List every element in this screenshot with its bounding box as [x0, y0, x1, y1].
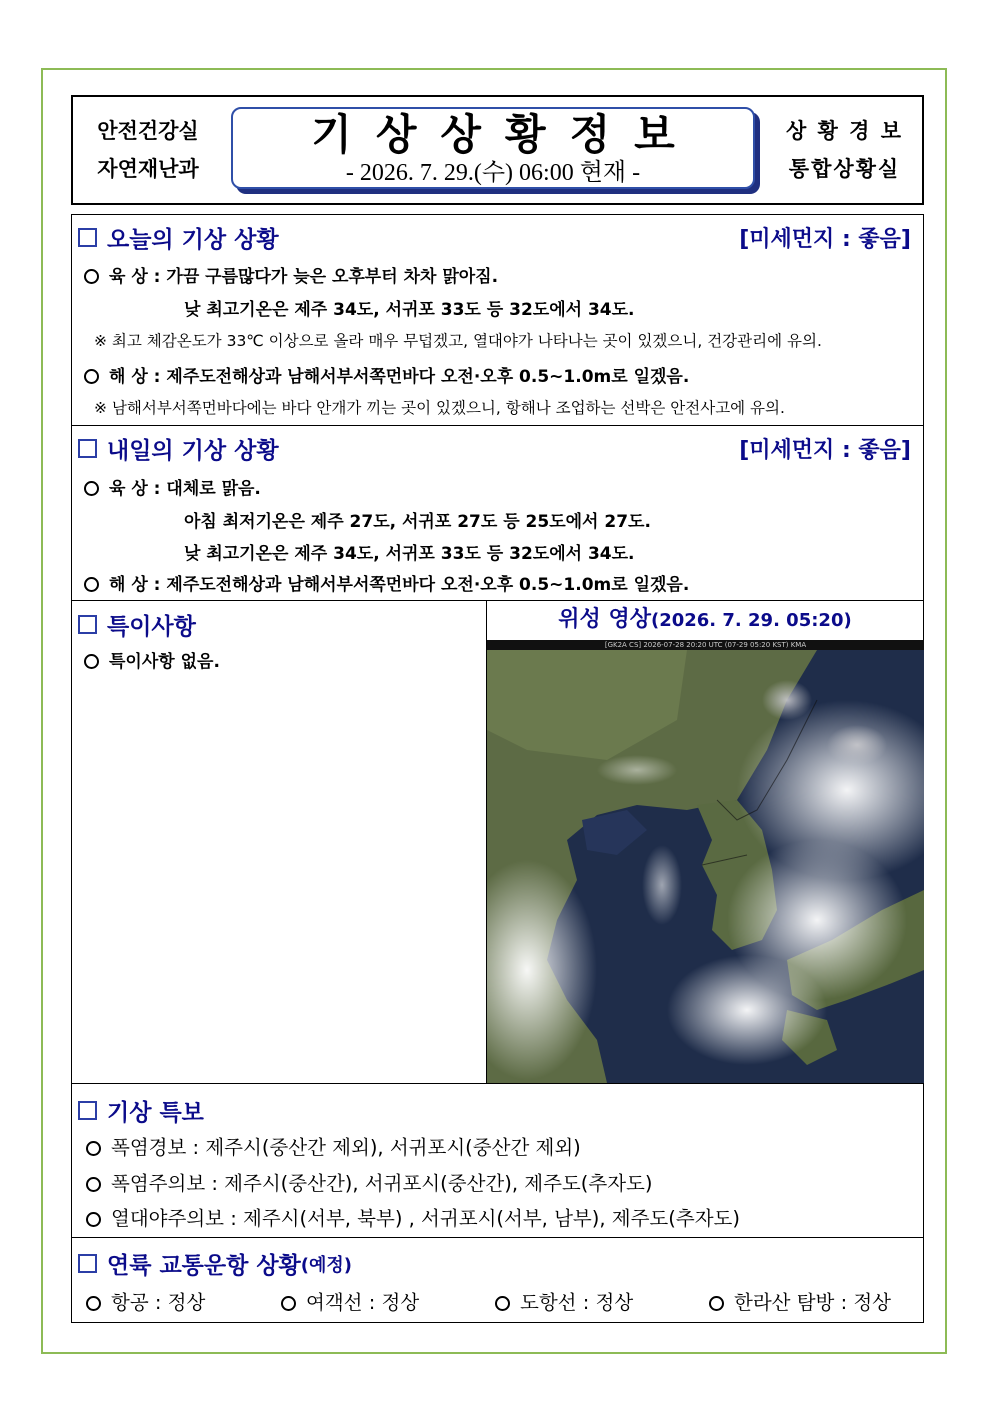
today-section: [71, 214, 924, 426]
alert-item-2: [86, 1168, 653, 1196]
today-land-label: 육 상 :: [109, 267, 161, 287]
traffic-item-hallasan: [709, 1287, 891, 1315]
alert-item-1: [86, 1132, 581, 1160]
traffic-heading-note: (예정): [300, 1254, 352, 1276]
page-subtitle: - 2026. 7. 29.(수) 06:00 현재 -: [345, 160, 641, 186]
circle-bullet-icon: [86, 1296, 101, 1311]
traffic-item-airline: [86, 1287, 205, 1315]
circle-bullet-icon: [281, 1296, 296, 1311]
traffic-item-hallasan-text: 한라산 탐방 : 정상: [734, 1291, 892, 1314]
traffic-item-airline-text: 항공 : 정상: [111, 1291, 206, 1314]
circle-bullet-icon: [84, 577, 99, 592]
special-heading-text: 특이사항: [107, 614, 196, 640]
tomorrow-land-label: 육 상 :: [109, 479, 161, 499]
traffic-item-ferry: [281, 1287, 419, 1315]
traffic-item-ferry-text: 여객선 : 정상: [306, 1291, 420, 1314]
page-title: 기상상황정보: [311, 110, 699, 159]
special-item-text: 특이사항 없음.: [109, 652, 220, 672]
circle-bullet-icon: [495, 1296, 510, 1311]
circle-bullet-icon: [84, 654, 99, 669]
traffic-item-island-ferry: [495, 1287, 633, 1315]
circle-bullet-icon: [86, 1177, 101, 1192]
special-heading: [78, 608, 196, 641]
tomorrow-land-line2: 아침 최저기온은 제주 27도, 서귀포 27도 등 25도에서 27도.: [184, 512, 651, 532]
today-note2: ※ 남해서부서쪽먼바다에는 바다 안개가 끼는 곳이 있겠으니, 항해나 조업하는 선박은 안전사고에 유의.: [94, 399, 785, 417]
today-heading-text: 오늘의 기상 상황: [107, 227, 279, 253]
alert-item-3-text: 열대야주의보 : 제주시(서부, 북부) , 서귀포시(서부, 남부), 제주도(추자도): [111, 1207, 740, 1230]
satellite-time: (2026. 7. 29. 05:20): [650, 610, 852, 631]
department-label: [73, 97, 223, 203]
tomorrow-land-line1: [84, 474, 261, 499]
alerts-heading: [78, 1094, 204, 1127]
alert-item-3: [86, 1203, 740, 1231]
today-sea-text: 제주도전해상과 남해서부서쪽먼바다 오전·오후 0.5~1.0m로 일겠음.: [166, 367, 690, 387]
checkbox-square-icon: [78, 1101, 97, 1120]
satellite-map-graphic: [487, 640, 924, 1083]
tomorrow-heading: [78, 432, 279, 465]
tomorrow-dust: [미세먼지 : 좋음]: [739, 438, 911, 463]
header: [71, 95, 924, 205]
circle-bullet-icon: [86, 1141, 101, 1156]
special-item: [84, 647, 220, 672]
office-line2: 통합상황실: [788, 157, 901, 181]
checkbox-square-icon: [78, 1254, 97, 1273]
checkbox-square-icon: [78, 615, 97, 634]
circle-bullet-icon: [84, 481, 99, 496]
circle-bullet-icon: [709, 1296, 724, 1311]
circle-bullet-icon: [86, 1212, 101, 1227]
today-land-line2: 낮 최고기온은 제주 34도, 서귀포 33도 등 32도에서 34도.: [184, 300, 635, 320]
alert-item-2-text: 폭염주의보 : 제주시(중산간), 서귀포시(중산간), 제주도(추자도): [111, 1172, 653, 1195]
tomorrow-section: [71, 425, 924, 601]
title-box: [231, 107, 755, 189]
satellite-image: [487, 640, 924, 1083]
checkbox-square-icon: [78, 439, 97, 458]
traffic-heading-text: 연륙 교통운항 상황: [107, 1253, 301, 1279]
circle-bullet-icon: [84, 369, 99, 384]
today-sea-label: 해 상 :: [109, 367, 161, 387]
satellite-title: [486, 600, 924, 641]
circle-bullet-icon: [84, 269, 99, 284]
today-land-line1: [84, 262, 498, 287]
today-note1: ※ 최고 체감온도가 33℃ 이상으로 올라 매우 무덥겠고, 열대야가 나타나는 곳이 있겠으니, 건강관리에 유의.: [94, 332, 822, 350]
today-heading: [78, 221, 279, 254]
department-line2: 자연재난과: [97, 157, 199, 181]
satellite-caption-bar: [GK2A CS] 2026-07-28 20:20 UTC (07-29 05:20 KST) KMA: [487, 640, 924, 650]
alert-item-1-text: 폭염경보 : 제주시(중산간 제외), 서귀포시(중산간 제외): [111, 1136, 581, 1159]
today-sea-line: [84, 362, 689, 387]
office-line1: 상 황 경 보: [785, 119, 904, 143]
traffic-heading: [78, 1247, 352, 1280]
tomorrow-land-line3: 낮 최고기온은 제주 34도, 서귀포 33도 등 32도에서 34도.: [184, 544, 635, 564]
today-land-text1: 가끔 구름많다가 늦은 오후부터 차차 맑아짐.: [166, 267, 499, 287]
today-dust: [미세먼지 : 좋음]: [739, 227, 911, 252]
satellite-title-text: 위성 영상: [558, 607, 651, 632]
tomorrow-sea-label: 해 상 :: [109, 575, 161, 595]
checkbox-square-icon: [78, 228, 97, 247]
special-section: [71, 600, 487, 1084]
traffic-item-island-ferry-text: 도항선 : 정상: [520, 1291, 634, 1314]
tomorrow-sea-text: 제주도전해상과 남해서부서쪽먼바다 오전·오후 0.5~1.0m로 일겠음.: [166, 575, 690, 595]
office-label: [767, 97, 922, 203]
department-line1: 안전건강실: [97, 119, 199, 143]
tomorrow-sea-line: [84, 570, 689, 595]
tomorrow-land-text1: 대체로 맑음.: [166, 479, 261, 499]
alerts-heading-text: 기상 특보: [107, 1100, 204, 1126]
tomorrow-heading-text: 내일의 기상 상황: [107, 438, 279, 464]
